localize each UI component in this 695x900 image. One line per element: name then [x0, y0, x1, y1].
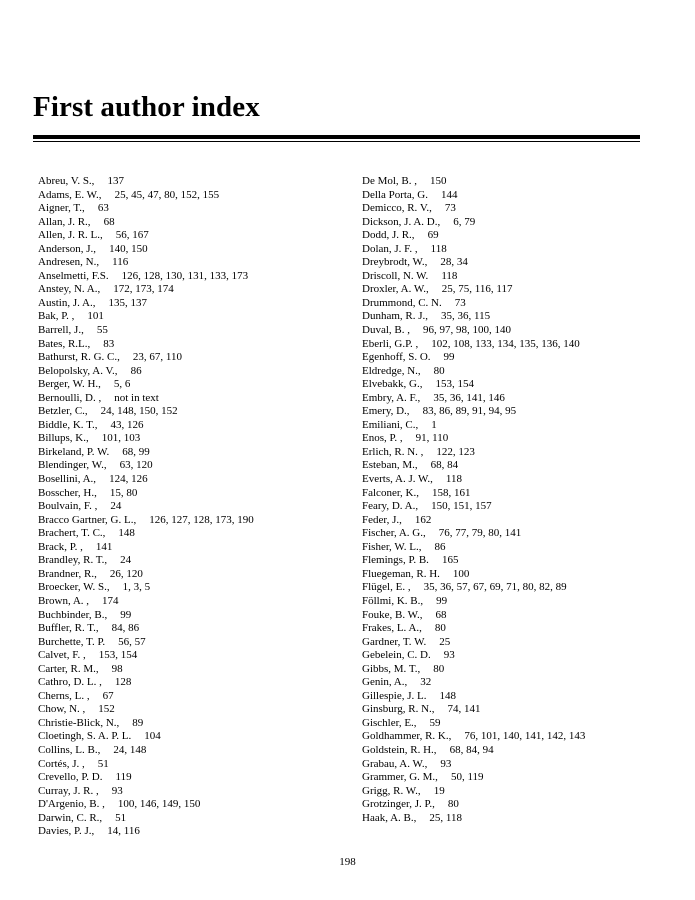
page-references: 93: [443, 649, 455, 662]
author-name: Falconer, K.,: [362, 486, 419, 499]
page-references: 28, 34: [440, 256, 468, 269]
page-references: not in text: [114, 391, 159, 404]
author-name: Adams, E. W.,: [38, 188, 102, 201]
index-entry: [362, 419, 662, 433]
page-references: 6, 79: [453, 215, 476, 228]
page-references: 119: [115, 771, 132, 784]
page-references: 96, 97, 98, 100, 140: [422, 324, 511, 337]
page-references: 124, 126: [109, 473, 148, 486]
author-name: Carter, R. M.,: [38, 662, 99, 675]
index-entry: [362, 622, 662, 636]
page-references: 137: [107, 175, 124, 187]
index-entry: [38, 351, 338, 365]
author-name: Broecker, W. S.,: [38, 581, 110, 594]
index-entry: [362, 676, 662, 690]
index-entry: [38, 541, 338, 555]
author-name: Biddle, K. T.,: [38, 418, 98, 431]
index-entry: [362, 744, 662, 758]
index-entry: [362, 514, 662, 528]
index-entry: [362, 446, 662, 460]
index-entry: [362, 432, 662, 446]
page-references: 50, 119: [450, 771, 484, 784]
author-name: Fisher, W. L.,: [362, 540, 422, 553]
author-name: Gillespie, J. L.: [362, 689, 427, 702]
author-name: Dodd, J. R.,: [362, 229, 415, 242]
index-entry: [362, 649, 662, 663]
author-name: Droxler, A. W.,: [362, 283, 429, 296]
page-references: 162: [414, 513, 432, 526]
page-references: 25: [439, 635, 451, 648]
page-references: 24, 148: [113, 743, 147, 756]
page-references: 24, 148, 150, 152: [100, 405, 178, 418]
index-entry: [38, 527, 338, 541]
index-entry: [362, 663, 662, 677]
index-entry: [362, 175, 662, 189]
page-references: 93: [111, 784, 123, 797]
page-references: 83, 86, 89, 91, 94, 95: [422, 405, 517, 418]
index-entry: [362, 283, 662, 297]
page-references: 152: [98, 703, 115, 716]
author-name: Duval, B. ,: [362, 324, 410, 337]
index-entry: [362, 595, 662, 609]
index-entry: [38, 216, 338, 230]
index-entry: [38, 812, 338, 826]
page-references: 150: [430, 175, 447, 187]
author-name: Allen, J. R. L.,: [38, 229, 103, 242]
index-entry: [38, 622, 338, 636]
page-references: 101: [87, 310, 104, 323]
page-references: 83: [103, 337, 115, 350]
page-references: 99: [120, 608, 132, 621]
index-entry: [38, 825, 338, 839]
index-entry: [362, 554, 662, 568]
author-name: Dunham, R. J.,: [362, 310, 428, 323]
page-references: 91, 110: [415, 432, 449, 445]
author-name: Cortés, J. ,: [38, 757, 85, 770]
page-references: 63: [97, 202, 109, 215]
page-references: 67: [102, 689, 114, 702]
author-name: Belopolsky, A. V.,: [38, 364, 118, 377]
page-references: 86: [130, 364, 142, 377]
author-name: Feary, D. A.,: [362, 500, 419, 513]
index-entry: [38, 419, 338, 433]
page-references: 25, 75, 116, 117: [441, 283, 513, 296]
author-name: Calvet, F. ,: [38, 649, 86, 662]
page-references: 144: [440, 188, 458, 201]
index-entry: [38, 338, 338, 352]
index-entry: [38, 392, 338, 406]
author-name: Grigg, R. W.,: [362, 784, 421, 797]
index-entry: [362, 256, 662, 270]
author-name: Feder, J.,: [362, 513, 402, 526]
page-references: 174: [102, 594, 119, 607]
author-name: Allan, J. R.,: [38, 215, 91, 228]
index-entry: [362, 500, 662, 514]
page-references: 68, 84, 94: [449, 743, 494, 756]
author-name: De Mol, B. ,: [362, 175, 417, 187]
page-references: 68, 99: [122, 445, 150, 458]
title-rule-thick: [33, 135, 640, 139]
index-entry: [362, 771, 662, 785]
author-name: Collins, L. B.,: [38, 743, 101, 756]
index-entry: [38, 798, 338, 812]
author-name: Demicco, R. V.,: [362, 202, 432, 215]
page-references: 98: [111, 662, 123, 675]
author-name: Billups, K.,: [38, 432, 89, 445]
page-references: 99: [443, 351, 455, 364]
index-entry: [38, 446, 338, 460]
author-name: Anselmetti, F.S.: [38, 269, 109, 282]
page-references: 24: [120, 554, 132, 567]
author-name: Brown, A. ,: [38, 594, 90, 607]
page-references: 135, 137: [108, 296, 147, 309]
page-references: 80: [447, 798, 459, 811]
author-name: Dreybrodt, W.,: [362, 256, 428, 269]
page-references: 1: [431, 418, 437, 431]
index-entry: [362, 527, 662, 541]
page-references: 55: [96, 324, 108, 337]
author-name: Birkeland, P. W.: [38, 445, 110, 458]
index-entry: [38, 378, 338, 392]
author-name: Cloetingh, S. A. P. L.: [38, 730, 132, 743]
author-name: Drummond, C. N.: [362, 296, 442, 309]
author-name: Embry, A. F.,: [362, 391, 421, 404]
author-name: Bathurst, R. G. C.,: [38, 351, 120, 364]
index-entry: [362, 473, 662, 487]
index-entry: [362, 297, 662, 311]
index-entry: [38, 283, 338, 297]
index-entry: [38, 744, 338, 758]
index-entry: [362, 730, 662, 744]
index-entry: [38, 487, 338, 501]
index-entry: [38, 297, 338, 311]
page-references: 5, 6: [113, 378, 131, 391]
index-entry: [38, 229, 338, 243]
page-references: 80: [433, 662, 445, 675]
page-references: 101, 103: [101, 432, 141, 445]
author-name: Austin, J. A.,: [38, 296, 96, 309]
index-entry: [362, 310, 662, 324]
author-name: Emery, D.,: [362, 405, 410, 418]
index-entry: [38, 405, 338, 419]
index-entry: [38, 609, 338, 623]
page-references: 51: [115, 811, 127, 824]
page-references: 19: [433, 784, 445, 797]
author-name: D'Argenio, B. ,: [38, 798, 105, 811]
page-references: 25, 45, 47, 80, 152, 155: [114, 188, 220, 201]
author-name: Goldhammer, R. K.,: [362, 730, 452, 743]
page-references: 15, 80: [109, 486, 138, 499]
page-references: 118: [441, 269, 458, 282]
index-entry: [362, 758, 662, 772]
author-name: Betzler, C.,: [38, 405, 88, 418]
page-references: 68: [103, 215, 115, 228]
index-entry: [38, 690, 338, 704]
author-name: Chow, N. ,: [38, 703, 86, 716]
page-references: 63, 120: [119, 459, 153, 472]
author-name: Fluegeman, R. H.: [362, 567, 440, 580]
author-name: Grammer, G. M.,: [362, 771, 438, 784]
author-name: Berger, W. H.,: [38, 378, 101, 391]
index-entry: [38, 568, 338, 582]
author-name: Gischler, E.,: [362, 716, 417, 729]
page-references: 25, 118: [429, 811, 462, 824]
page-references: 126, 128, 130, 131, 133, 173: [121, 269, 249, 282]
title-rule-thin: [33, 141, 640, 142]
index-entry: [38, 717, 338, 731]
page-references: 93: [440, 757, 452, 770]
index-entry: [362, 229, 662, 243]
page-references: 128: [114, 676, 132, 689]
page-references: 56, 167: [115, 229, 149, 242]
index-entry: [362, 459, 662, 473]
author-name: Erlich, R. N. ,: [362, 445, 424, 458]
index-entry: [38, 730, 338, 744]
author-name: Buffler, R. T.,: [38, 622, 99, 635]
author-name: Elvebakk, G.,: [362, 378, 423, 391]
page-references: 100: [452, 567, 470, 580]
page-references: 89: [132, 716, 144, 729]
page-references: 80: [434, 622, 446, 635]
page-references: 74, 141: [447, 703, 481, 716]
index-entry: [362, 487, 662, 501]
author-name: Anderson, J.,: [38, 242, 97, 255]
page-references: 26, 120: [109, 567, 143, 580]
author-name: Gardner, T. W.: [362, 635, 427, 648]
index-entry: [362, 636, 662, 650]
author-name: Aigner, T.,: [38, 202, 85, 215]
page-references: 122, 123: [436, 445, 475, 458]
index-entry: [362, 189, 662, 203]
author-name: Brandley, R. T.,: [38, 554, 108, 567]
index-entry: [38, 473, 338, 487]
index-entry: [362, 338, 662, 352]
page-references: 148: [439, 689, 456, 702]
index-entry: [38, 595, 338, 609]
author-name: Grotzinger, J. P.,: [362, 798, 435, 811]
page-references: 84, 86: [111, 622, 140, 635]
author-name: Emiliani, C.,: [362, 418, 419, 431]
index-entry: [38, 771, 338, 785]
author-name: Everts, A. J. W.,: [362, 473, 433, 486]
page-references: 150, 151, 157: [431, 500, 492, 513]
page-number: 198: [339, 856, 356, 868]
index-entry: [38, 703, 338, 717]
page-references: 172, 173, 174: [113, 283, 174, 296]
author-name: Cherns, L. ,: [38, 689, 90, 702]
index-entry: [362, 609, 662, 623]
page-references: 153, 154: [435, 378, 474, 391]
index-entry: [362, 270, 662, 284]
index-entry: [38, 243, 338, 257]
index-entry: [38, 310, 338, 324]
author-name: Boulvain, F. ,: [38, 500, 98, 513]
index-entry: [38, 676, 338, 690]
author-name: Eberli, G.P. ,: [362, 337, 419, 350]
author-name: Flemings, P. B.: [362, 554, 429, 567]
author-name: Ginsburg, R. N.,: [362, 703, 435, 716]
page-references: 158, 161: [432, 486, 471, 499]
author-name: Abreu, V. S.,: [38, 175, 95, 187]
index-entry: [38, 189, 338, 203]
index-entry: [362, 202, 662, 216]
author-name: Anstey, N. A.,: [38, 283, 101, 296]
author-name: Barrell, J.,: [38, 324, 84, 337]
index-entry: [362, 405, 662, 419]
author-name: Buchbinder, B.,: [38, 608, 108, 621]
index-entry: [38, 785, 338, 799]
author-name: Bates, R.L.,: [38, 337, 91, 350]
index-entry: [38, 500, 338, 514]
author-name: Bak, P. ,: [38, 310, 75, 323]
page-references: 35, 36, 141, 146: [433, 391, 505, 404]
author-name: Haak, A. B.,: [362, 811, 417, 824]
index-entry: [38, 554, 338, 568]
author-name: Della Porta, G.: [362, 188, 428, 201]
page-references: 140, 150: [109, 242, 148, 255]
author-name: Genin, A.,: [362, 676, 408, 689]
index-entry: [362, 378, 662, 392]
index-entry: [38, 649, 338, 663]
index-entry: [362, 581, 662, 595]
index-entry: [362, 365, 662, 379]
page-references: 76, 101, 140, 141, 142, 143: [464, 730, 586, 743]
index-entry: [38, 663, 338, 677]
page-references: 118: [430, 242, 447, 255]
page-references: 14, 116: [107, 825, 140, 838]
page-references: 73: [444, 202, 456, 215]
index-entry: [362, 541, 662, 555]
page-references: 73: [454, 296, 466, 309]
page-references: 118: [445, 473, 462, 486]
author-name: Burchette, T. P.: [38, 635, 106, 648]
page-references: 35, 36, 115: [441, 310, 491, 323]
index-entry: [38, 256, 338, 270]
page-references: 24: [110, 500, 122, 513]
page-references: 56, 57: [118, 635, 146, 648]
author-name: Eldredge, N.,: [362, 364, 421, 377]
page-references: 165: [441, 554, 459, 567]
page-references: 59: [429, 716, 441, 729]
author-name: Gebelein, C. D.: [362, 649, 431, 662]
index-entry: [362, 690, 662, 704]
author-name: Egenhoff, S. O.: [362, 351, 431, 364]
index-entry: [38, 459, 338, 473]
index-entry: [362, 703, 662, 717]
index-entry: [38, 636, 338, 650]
index-entry: [38, 365, 338, 379]
author-name: Föllmi, K. B.,: [362, 594, 424, 607]
index-entry: [362, 798, 662, 812]
author-name: Fischer, A. G.,: [362, 527, 426, 540]
page-references: 1, 3, 5: [122, 581, 151, 594]
author-name: Fouke, B. W.,: [362, 608, 423, 621]
author-name: Darwin, C. R.,: [38, 811, 103, 824]
index-entry: [362, 812, 662, 826]
page-references: 116: [112, 256, 129, 269]
index-entry: [38, 514, 338, 528]
author-name: Dickson, J. A. D.,: [362, 215, 441, 228]
author-name: Christie-Blick, N.,: [38, 716, 120, 729]
author-name: Curray, J. R. ,: [38, 784, 99, 797]
page-references: 148: [118, 527, 135, 540]
page-references: 86: [434, 540, 446, 553]
author-name: Enos, P. ,: [362, 432, 403, 445]
author-name: Bernoulli, D. ,: [38, 391, 102, 404]
author-name: Cathro, D. L. ,: [38, 676, 102, 689]
author-name: Brack, P. ,: [38, 540, 83, 553]
author-name: Esteban, M.,: [362, 459, 418, 472]
index-entry: [38, 758, 338, 772]
page-references: 68, 84: [430, 459, 459, 472]
index-entry: [38, 581, 338, 595]
author-name: Brachert, T. C.,: [38, 527, 106, 540]
index-entry: [38, 270, 338, 284]
index-entry: [362, 243, 662, 257]
page-references: 43, 126: [110, 418, 144, 431]
author-name: Andresen, N.,: [38, 256, 100, 269]
page-references: 69: [427, 229, 439, 242]
page-references: 32: [420, 676, 432, 689]
page-references: 153, 154: [98, 649, 138, 662]
author-name: Goldstein, R. H.,: [362, 743, 437, 756]
page-references: 51: [97, 757, 109, 770]
page-references: 23, 67, 110: [132, 351, 182, 364]
author-name: Dolan, J. F. ,: [362, 242, 418, 255]
index-entry: [38, 175, 338, 189]
index-column-left: [38, 175, 338, 839]
page-references: 68: [435, 608, 447, 621]
page-title: First author index: [33, 91, 260, 123]
index-entry: [38, 202, 338, 216]
index-entry: [362, 392, 662, 406]
index-entry: [362, 717, 662, 731]
page-references: 80: [433, 364, 445, 377]
author-name: Blendinger, W.,: [38, 459, 107, 472]
author-name: Davies, P. J.,: [38, 825, 95, 838]
page-references: 35, 36, 57, 67, 69, 71, 80, 82, 89: [423, 581, 567, 594]
page-references: 102, 108, 133, 134, 135, 136, 140: [431, 337, 580, 350]
index-entry: [362, 568, 662, 582]
index-entry: [362, 785, 662, 799]
page-references: 76, 77, 79, 80, 141: [438, 527, 522, 540]
index-column-right: [362, 175, 662, 825]
page-references: 104: [144, 730, 161, 743]
author-name: Bosscher, H.,: [38, 486, 97, 499]
author-name: Flügel, E. ,: [362, 581, 411, 594]
index-entry: [38, 432, 338, 446]
author-name: Frakes, L. A.,: [362, 622, 422, 635]
page-references: 126, 127, 128, 173, 190: [149, 513, 254, 526]
index-entry: [362, 324, 662, 338]
page-references: 141: [95, 540, 113, 553]
author-name: Grabau, A. W.,: [362, 757, 428, 770]
index-entry: [38, 324, 338, 338]
author-name: Bracco Gartner, G. L.,: [38, 513, 137, 526]
author-name: Gibbs, M. T.,: [362, 662, 421, 675]
author-name: Crevello, P. D.: [38, 771, 103, 784]
index-entry: [362, 351, 662, 365]
author-name: Bosellini, A.,: [38, 473, 97, 486]
index-entry: [362, 216, 662, 230]
page-references: 99: [436, 594, 448, 607]
page-references: 100, 146, 149, 150: [117, 798, 201, 811]
author-name: Brandner, R.,: [38, 567, 97, 580]
author-name: Driscoll, N. W.: [362, 269, 429, 282]
